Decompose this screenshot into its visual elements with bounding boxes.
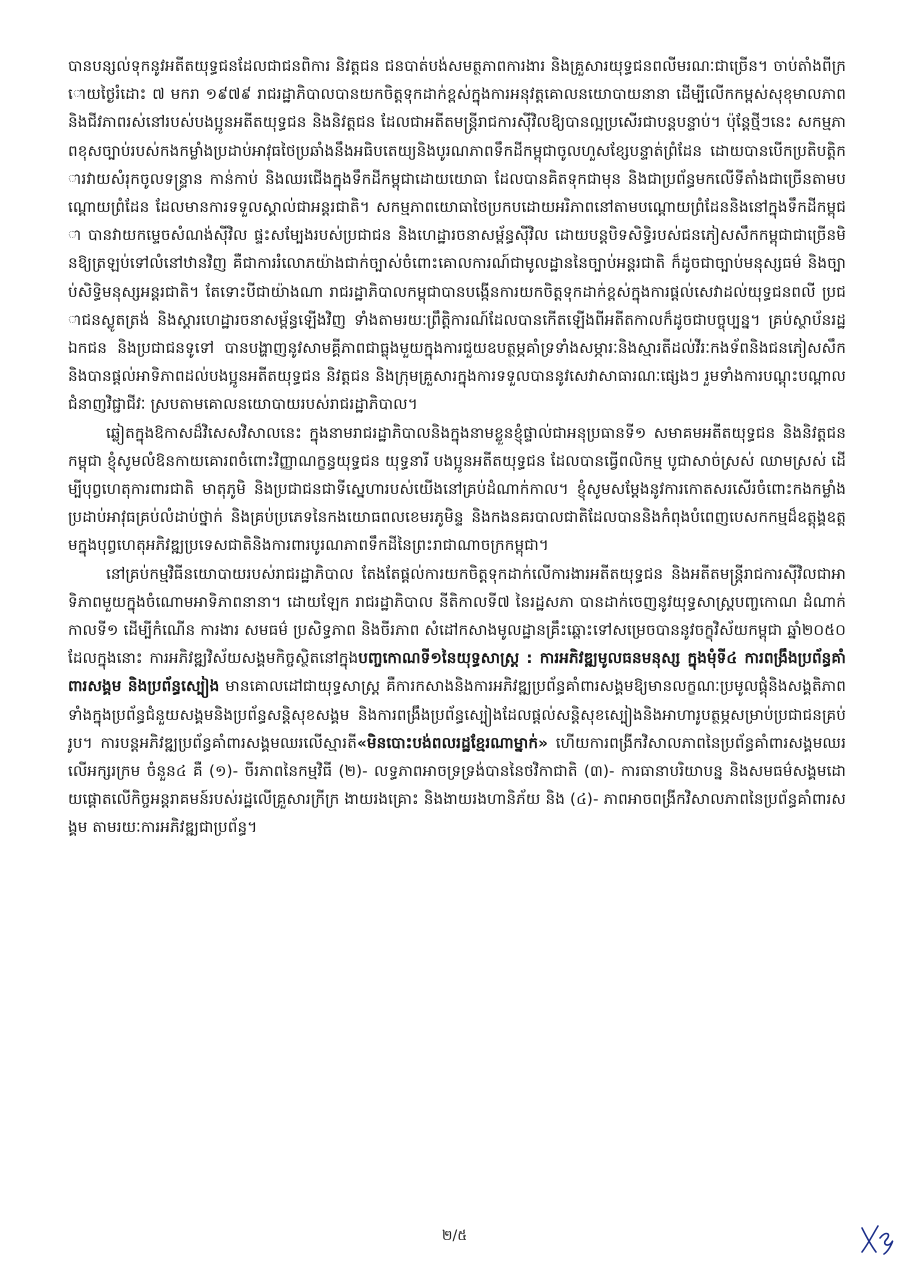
paragraph-1: បានបន្សល់ទុកនូវអតីតយុទ្ធជនដែលជាជនពិការ និវត្តជន ជនបាត់បង់សមត្ថភាពការងារ និងគ្រួសារយុទ្ធជនពលីមរណៈជាច្រើន។ ចាប់តាំងពីក្រោយថ្ងៃរំដោះ ៧ មករា ១៩៧៩ រាជរដ្ឋាភិបាលបានយកចិត្តទុកដាក់ខ្ពស់ក្នុងការអនុវត្តគោលនយោបាយនានា ដើម្បីលើកកម្ពស់សុខុមាលភាពនិងជីវភាពរស់នៅរបស់បងប្អូនអតីតយុទ្ធជន និងនិវត្តជន ដែលជាអតីតមន្ត្រីរាជការស៊ីវិលឱ្យបានល្អប្រសើរជាបន្តបន្ទាប់។ ប៉ុន្តែថ្មីៗនេះ សកម្មភាពខុសច្បាប់របស់កងកម្លាំងប្រដាប់អាវុធថៃប្រឆាំងនឹងអធិបតេយ្យនិងបូរណភាពទឹកដីកម្ពុជាចូលហួសខ្សែបន្ទាត់ព្រំដែន ដោយបានបើកប្រតិបត្តិការវាយសំរុកចូលទន្ទ្រាន កាន់កាប់ និងឈរជើងក្នុងទឹកដីកម្ពុជាដោយយោធា ដែលបានគិតទុកជាមុន និងជាប្រព័ន្ធមកលើទីតាំងជាច្រើនតាមបណ្តោយព្រំដែន ដែលមានការទទួលស្គាល់ជាអន្តរជាតិ។ សកម្មភាពយោធាថៃប្រកបដោយអរិភាពនៅតាមបណ្តោយព្រំដែននិងនៅក្នុងទឹកដីកម្ពុជា បានវាយកម្ទេចសំណង់ស៊ីវិល ផ្ទះសម្បែងរបស់ប្រជាជន និងហេដ្ឋារចនាសម្ព័ន្ធស៊ីវិល ដោយបន្តបិទសិទ្ធិរបស់ជនភៀសសឹកកម្ពុជាជាច្រើនមិនឱ្យត្រឡប់ទៅលំនៅឋានវិញ គឺជាការរំលោភយ៉ាងជាក់ច្បាស់ចំពោះគោលការណ៍ជាមូលដ្ឋាននៃច្បាប់អន្តរជាតិ ក៏ដូចជាច្បាប់មនុស្សធម៌ និងច្បាប់សិទ្ធិមនុស្សអន្តរជាតិ។ តែទោះបីជាយ៉ាងណា រាជរដ្ឋាភិបាលកម្ពុជាបានបង្កើនការយកចិត្តទុកដាក់ខ្ពស់ក្នុងការផ្តល់សេវាដល់យុទ្ធជនពលី ប្រជាជនស្លូតត្រង់ និងស្តារហេដ្ឋារចនាសម្ព័ន្ធឡើងវិញ ទាំងតាមរយៈព្រឹត្តិការណ៍ដែលបានកើតឡើងពីអតីតកាលក៏ដូចជាបច្ចុប្បន្ន។ គ្រប់ស្ថាប័នរដ្ឋ ឯកជន និងប្រជាជនទូទៅ បានបង្ហាញនូវសាមគ្គីភាពជាធ្លុងមួយក្នុងការជួយឧបត្ថម្ភគាំទ្រទាំងសម្ភារៈនិងស្មារតីដល់វីរៈកងទ័ពនិងជនភៀសសឹក និងបានផ្តល់អាទិភាពដល់បងប្អូនអតីតយុទ្ធជន និវត្តជន និងក្រុមគ្រួសារក្នុងការទទួលបាននូវសេវាសាធារណៈផ្សេងៗ រួមទាំងការបណ្តុះបណ្តាលជំនាញវិជ្ជាជីវៈ ស្របតាមគោលនយោបាយរបស់រាជរដ្ឋាភិបាល។	[68, 57, 846, 414]
paragraph-3-middle: មានគោលដៅជាយុទ្ធសាស្ត្រ គឺការកសាងនិងការអភិវឌ្ឍប្រព័ន្ធគាំពារសង្គមឱ្យមានលក្ខណៈប្រមូលផ្តុំនិងសង្គតិភាពទាំងក្នុងប្រព័ន្ធជំនួយសង្គមនិងប្រព័ន្ធសន្តិសុខសង្គម និងការពង្រឹងប្រព័ន្ធស្បៀងដែលផ្តល់សន្តិសុខស្បៀងនិងអាហារូបត្ថម្ភសម្រាប់ប្រជាជនគ្រប់រូប។ ការបន្តអភិវឌ្ឍប្រព័ន្ធគាំពារសង្គមឈរលើស្មារតី	[68, 677, 846, 752]
paragraph-3-intro: នៅគ្រប់កម្មវិធីនយោបាយរបស់រាជរដ្ឋាភិបាល តែងតែផ្តល់ការយកចិត្តទុកដាក់លើការងារអតីតយុទ្ធជន និងអតីតមន្ត្រីរាជការស៊ីវិលជាអាទិភាពមួយក្នុងចំណោមអាទិភាពនានា។ ដោយឡែក រាជរដ្ឋាភិបាល នីតិកាលទី៧ នៃរដ្ឋសភា បានដាក់ចេញនូវយុទ្ធសាស្ត្របញ្ចកោណ ដំណាក់កាលទី១ ដើម្បីកំណើន ការងារ សមធម៌ ប្រសិទ្ធភាព និងចីរភាព សំដៅកសាងមូលដ្ឋានគ្រឹះឆ្ពោះទៅសម្រេចបាននូវចក្ខុវិស័យកម្ពុជា ឆ្នាំ២០៥០ ដែលក្នុងនោះ ការអភិវឌ្ឍវិស័យសង្គមកិច្ចស្ថិតនៅក្នុង	[68, 564, 846, 668]
signature-initials-icon	[856, 1218, 896, 1258]
paragraph-3-conclusion: ហើយការពង្រីកវិសាលភាពនៃប្រព័ន្ធគាំពារសង្គមឈរលើអក្សរក្រម ចំនួន៤ គឺ (១)- ចីរភាពនៃកម្មវិធី (២)- លទ្ធភាពអាចទ្រទ្រង់បាននៃថវិកាជាតិ (៣)- ការធានាបរិយាបន្ន និងសមធម៌សង្គមដោយផ្តោតលើកិច្ចអន្តរាគមន៍របស់រដ្ឋលើគ្រួសារក្រីក្រ ងាយរងគ្រោះ និងងាយរងហានិភ័យ និង (៤)- ភាពអាចពង្រីកវិសាលភាពនៃប្រព័ន្ធគាំពារសង្គម តាមរយៈការអភិវឌ្ឍជាប្រព័ន្ធ។	[68, 733, 846, 837]
paragraph-3-motto: «មិនបោះបង់ពលរដ្ឋខ្មែរណាម្នាក់»	[356, 733, 548, 752]
page-number: ២/៥	[441, 1228, 468, 1244]
paragraph-3-strategy-heading: បញ្ចកោណទី១នៃយុទ្ធសាស្ត្រ : ការអភិវឌ្ឍមូលធនមនុស្ស ក្នុងមុំទី៤ ការពង្រឹងប្រព័ន្ធគាំពារសង្គម និងប្រព័ន្ធស្បៀង	[68, 649, 846, 696]
document-page	[68, 52, 846, 1232]
paragraph-2: ឆ្លៀតក្នុងឱកាសដ៏វិសេសវិសាលនេះ ក្នុងនាមរាជរដ្ឋាភិបាលនិងក្នុងនាមខ្លួនខ្ញុំផ្ទាល់ជាអនុប្រធានទី១ សមាគមអតីតយុទ្ធជន និងនិវត្តជនកម្ពុជា ខ្ញុំសូមលំឱនកាយគោរពចំពោះវិញ្ញាណក្ខន្ធយុទ្ធជន យុទ្ធនារី បងប្អូនអតីតយុទ្ធជន ដែលបានធ្វើពលិកម្ម បូជាសាច់ស្រស់ ឈាមស្រស់ ដើម្បីបុព្វហេតុការពារជាតិ មាតុភូមិ និងប្រជាជនជាទីស្នេហារបស់យើងនៅគ្រប់ដំណាក់កាល។ ខ្ញុំសូមសម្តែងនូវការកោតសរសើរចំពោះកងកម្លាំងប្រដាប់អាវុធគ្រប់លំដាប់ថ្នាក់ និងគ្រប់ប្រភេទនៃកងយោធពលខេមរភូមិន្ទ និងកងនគរបាលជាតិដែលបាននិងកំពុងបំពេញបេសកកម្មដ៏ឧត្តុង្គឧត្តមក្នុងបុព្វហេតុអភិវឌ្ឍប្រទេសជាតិនិងការពារបូរណភាពទឹកដីនៃព្រះរាជាណាចក្រកម្ពុជា។	[68, 423, 846, 555]
paragraph-3	[68, 560, 846, 842]
